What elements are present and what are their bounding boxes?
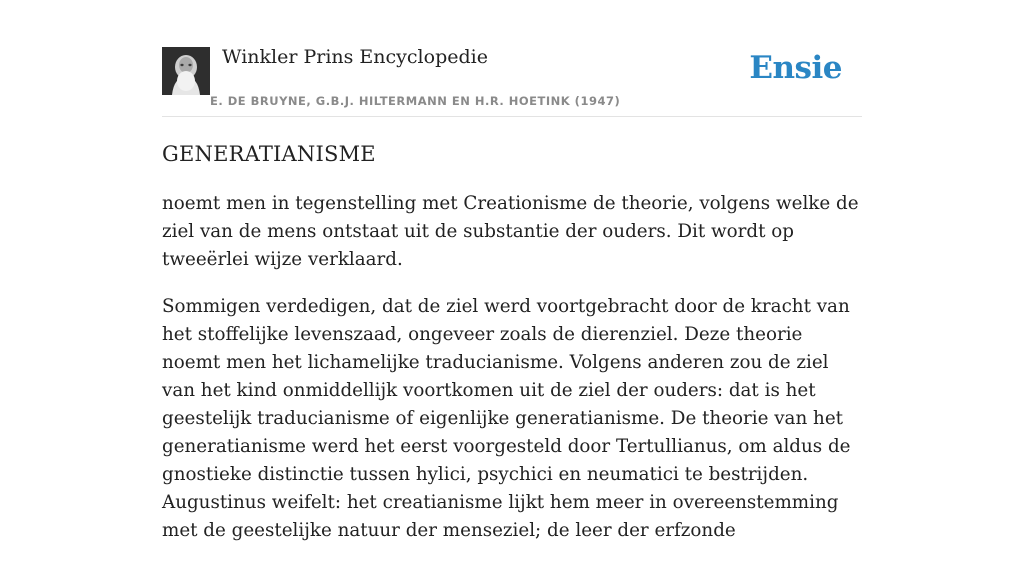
article-title: GENERATIANISME [162,142,376,166]
brand-logo[interactable]: Ensie [749,50,842,86]
authors: E. DE BRUYNE, G.B.J. HILTERMANN EN H.R. HOETINK (1947) [210,94,621,108]
portrait-icon [162,47,210,95]
source-name[interactable]: Winkler Prins Encyclopedie [222,46,488,68]
paragraph: noemt men in tegenstelling met Creationisme de theorie, volgens welke de ziel van de mens ontstaat uit de substantie der ouders. Dit wordt op tweeërlei wijze verklaard. [162,193,859,270]
paragraph: Sommigen verdedigen, dat de ziel werd voortgebracht door de kracht van het stoffelijke levenszaad, ongeveer zoals de dierenziel. Deze theorie noemt men het lichamelijke traducianisme. Volgens anderen zou de ziel van het kind onmiddellijk voortkomen uit de ziel der ouders: dat is het geestelijk traducianisme of eigenlijke generatianisme. De theorie van het generatianisme werd het eerst voorgesteld door Tertullianus, om aldus de gnostieke distinctie tussen hylici, psychici en neumatici te bestrijden. Augustinus weifelt: het creatianisme lijkt hem meer in overeenstemming met de geestelijke natuur der menseziel; de leer der erfzonde [162,296,851,541]
article [162,140,862,564]
header [162,44,862,117]
